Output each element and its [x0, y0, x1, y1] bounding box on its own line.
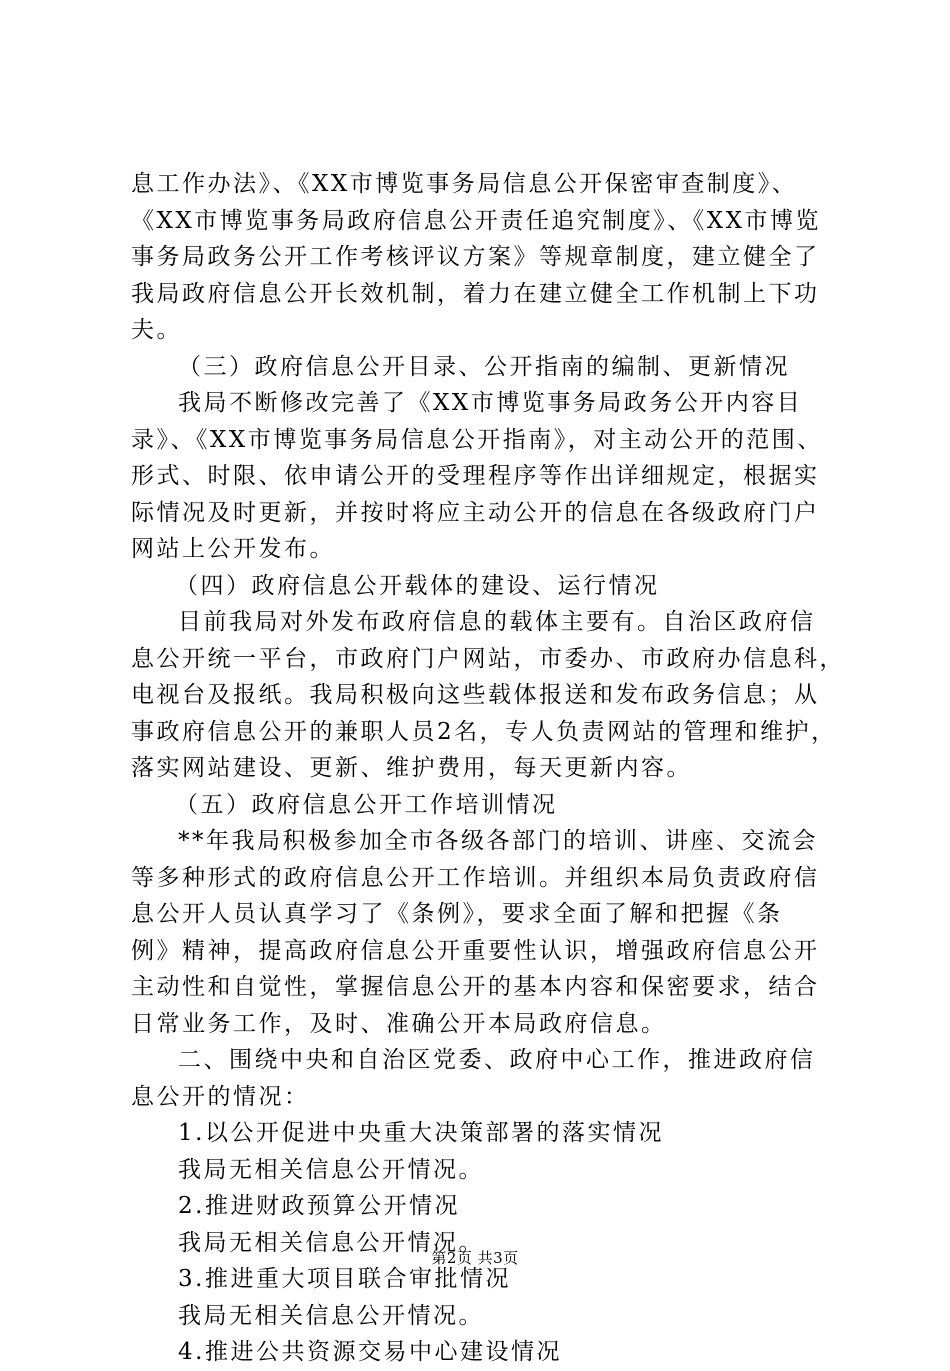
body-line: 形式、时限、依申请公开的受理程序等作出详细规定，根据实 — [131, 463, 820, 489]
body-line: 主动性和自觉性，掌握信息公开的基本内容和保密要求，结合 — [131, 974, 820, 1000]
page-footer — [0, 1247, 950, 1268]
body-line: 《XX市博览事务局政府信息公开责任追究制度》、《XX市博览 — [131, 207, 821, 234]
body-line: 事政府信息公开的兼职人员2名，专人负责网站的管理和维护， — [131, 718, 837, 745]
body-line: 我局无相关信息公开情况。 — [178, 1156, 484, 1183]
section-heading: （四）政府信息公开载体的建设、运行情况 — [175, 572, 660, 599]
section-heading: （五）政府信息公开工作培训情况 — [175, 791, 558, 818]
body-line: 我局不断修改完善了《XX市博览事务局政务公开内容目 — [178, 390, 803, 416]
section-heading: 二、围绕中央和自治区党委、政府中心工作，推进政府信 — [178, 1047, 816, 1073]
subsection-heading: 3.推进重大项目联合审批情况 — [178, 1266, 511, 1292]
subsection-heading: 4.推进公共资源交易中心建设情况 — [178, 1339, 562, 1365]
body-line: 网站上公开发布。 — [131, 536, 335, 562]
body-line: 目前我局对外发布政府信息的载体主要有。自治区政府信 — [178, 609, 816, 635]
body-line: 录》、《XX市博览事务局信息公开指南》，对主动公开的范围、 — [131, 426, 823, 453]
body-line: 夫。 — [131, 317, 182, 343]
body-line: **年我局积极参加全市各级各部门的培训、讲座、交流会 — [178, 828, 818, 854]
body-line: 息公开统一平台，市政府门户网站，市委办、市政府办信息科， — [131, 645, 845, 672]
body-line: 际情况及时更新，并按时将应主动公开的信息在各级政府门户 — [131, 499, 820, 526]
body-line: 例》精神，提高政府信息公开重要性认识，增强政府信息公开 — [131, 937, 820, 964]
section-heading: （三）政府信息公开目录、公开指南的编制、更新情况 — [178, 353, 790, 380]
body-line: 我局政府信息公开长效机制，着力在建立健全工作机制上下功 — [131, 280, 820, 307]
body-line: 我局无相关信息公开情况。 — [178, 1302, 484, 1329]
subsection-heading: 1.以公开促进中央重大决策部署的落实情况 — [178, 1120, 664, 1146]
document-body — [131, 166, 845, 1371]
body-line: 日常业务工作，及时、准确公开本局政府信息。 — [131, 1010, 667, 1037]
body-line: 电视台及报纸。我局积极向这些载体报送和发布政务信息；从 — [131, 682, 820, 708]
body-line: 息公开的情况： — [131, 1083, 310, 1110]
body-line: 息工作办法》、《XX市博览事务局信息公开保密审查制度》、 — [131, 171, 798, 197]
body-line: 事务局政务公开工作考核评议方案》等规章制度，建立健全了 — [131, 244, 820, 270]
body-line: 等多种形式的政府信息公开工作培训。并组织本局负责政府信 — [131, 864, 820, 891]
page-number: 第2页 共3页 — [431, 1249, 519, 1267]
body-line: 息公开人员认真学习了《条例》，要求全面了解和把握《条 — [131, 901, 783, 927]
body-line: 我局无相关信息公开情况。 — [178, 1229, 484, 1256]
subsection-heading: 2.推进财政预算公开情况 — [178, 1193, 460, 1219]
body-line: 落实网站建设、更新、维护费用，每天更新内容。 — [131, 755, 692, 781]
